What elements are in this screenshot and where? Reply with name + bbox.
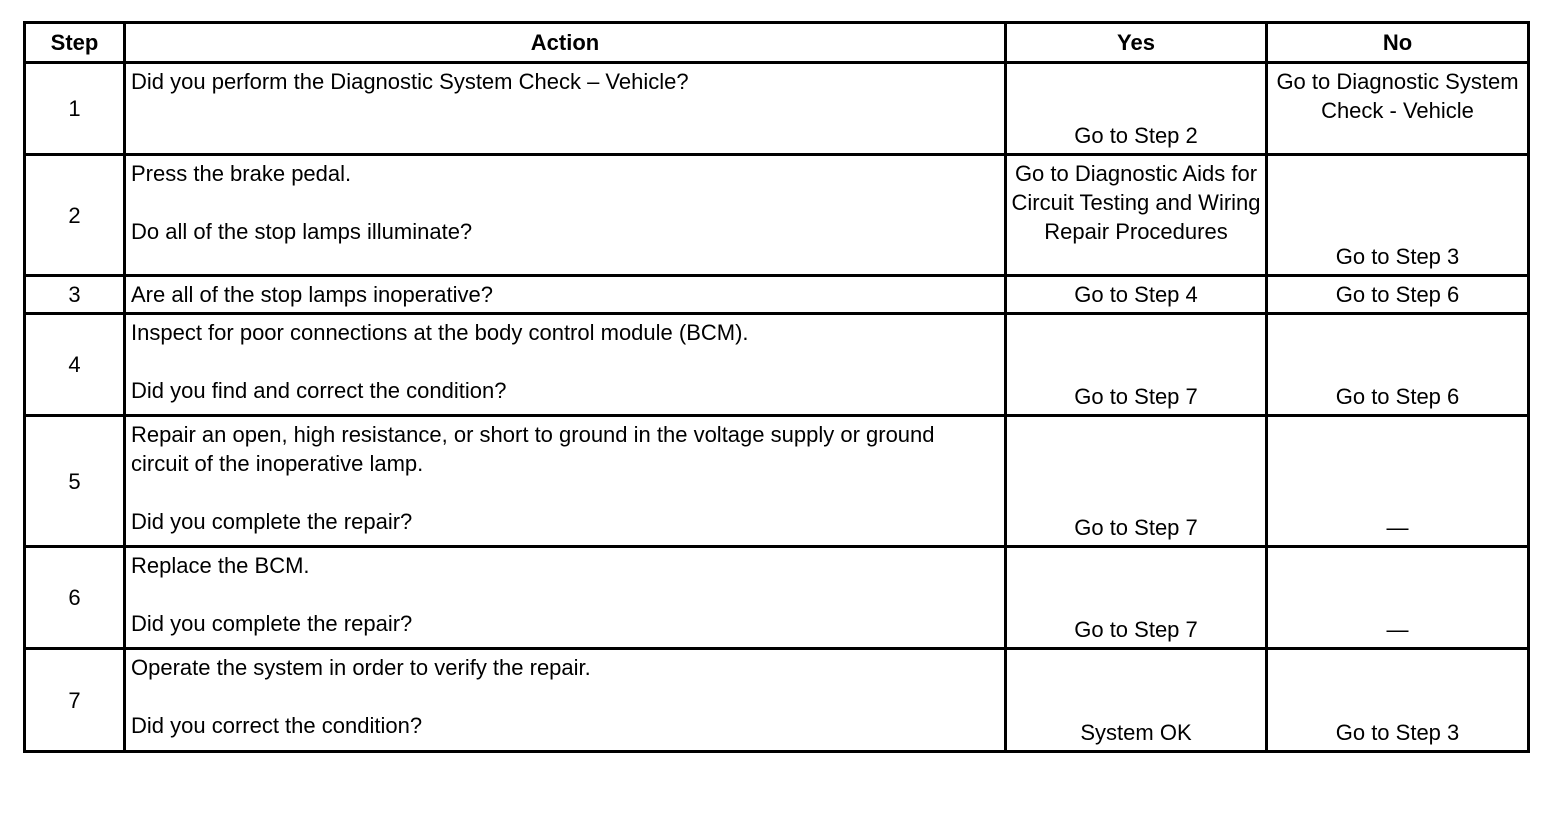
yes-result: Go to Step 2: [1006, 63, 1267, 155]
table-row: [25, 155, 1529, 276]
action-question: Did you find and correct the condition?: [131, 378, 507, 403]
step-number: 2: [25, 155, 125, 276]
step-number: 1: [25, 63, 125, 155]
table-row: [25, 276, 1529, 314]
action-text: Replace the BCM.: [131, 553, 310, 578]
action-cell: [125, 155, 1006, 276]
action-question: Did you correct the condition?: [131, 713, 423, 738]
yes-result: Go to Step 7: [1006, 547, 1267, 649]
step-number: 5: [25, 416, 125, 547]
action-cell: [125, 63, 1006, 155]
table-row: [25, 63, 1529, 155]
diagnostic-table: [23, 21, 1530, 753]
no-result: Go to Step 3: [1267, 649, 1529, 752]
no-result: Go to Step 6: [1267, 276, 1529, 314]
table-row: [25, 314, 1529, 416]
yes-result: Go to Step 4: [1006, 276, 1267, 314]
no-result: —: [1267, 416, 1529, 547]
action-text: Press the brake pedal.: [131, 161, 352, 186]
yes-result: Go to Step 7: [1006, 314, 1267, 416]
header-no: No: [1267, 23, 1529, 63]
action-cell: [125, 416, 1006, 547]
step-number: 3: [25, 276, 125, 314]
step-number: 6: [25, 547, 125, 649]
action-cell: [125, 547, 1006, 649]
no-result: Go to Step 3: [1267, 155, 1529, 276]
header-action: Action: [125, 23, 1006, 63]
action-text: Inspect for poor connections at the body control module (BCM).: [131, 320, 749, 345]
yes-result: System OK: [1006, 649, 1267, 752]
table-header-row: [25, 23, 1529, 63]
no-result: Go to Diagnostic System Check - Vehicle: [1267, 63, 1529, 155]
action-cell: [125, 649, 1006, 752]
table-row: [25, 649, 1529, 752]
step-number: 7: [25, 649, 125, 752]
action-question: Do all of the stop lamps illuminate?: [131, 219, 473, 244]
action-text: Repair an open, high resistance, or short to ground in the voltage supply or ground circuit of the inoperative lamp.: [131, 422, 941, 476]
action-question: Did you complete the repair?: [131, 509, 413, 534]
yes-result: Go to Diagnostic Aids for Circuit Testing and Wiring Repair Procedures: [1006, 155, 1267, 276]
no-result: —: [1267, 547, 1529, 649]
action-text: Operate the system in order to verify the repair.: [131, 655, 591, 680]
step-number: 4: [25, 314, 125, 416]
action-text: Are all of the stop lamps inoperative?: [131, 282, 493, 307]
header-step: Step: [25, 23, 125, 63]
no-result: Go to Step 6: [1267, 314, 1529, 416]
action-cell: [125, 314, 1006, 416]
table-row: [25, 547, 1529, 649]
action-cell: [125, 276, 1006, 314]
action-question: Did you complete the repair?: [131, 611, 413, 636]
table-row: [25, 416, 1529, 547]
action-text: Did you perform the Diagnostic System Check – Vehicle?: [131, 69, 689, 94]
header-yes: Yes: [1006, 23, 1267, 63]
yes-result: Go to Step 7: [1006, 416, 1267, 547]
